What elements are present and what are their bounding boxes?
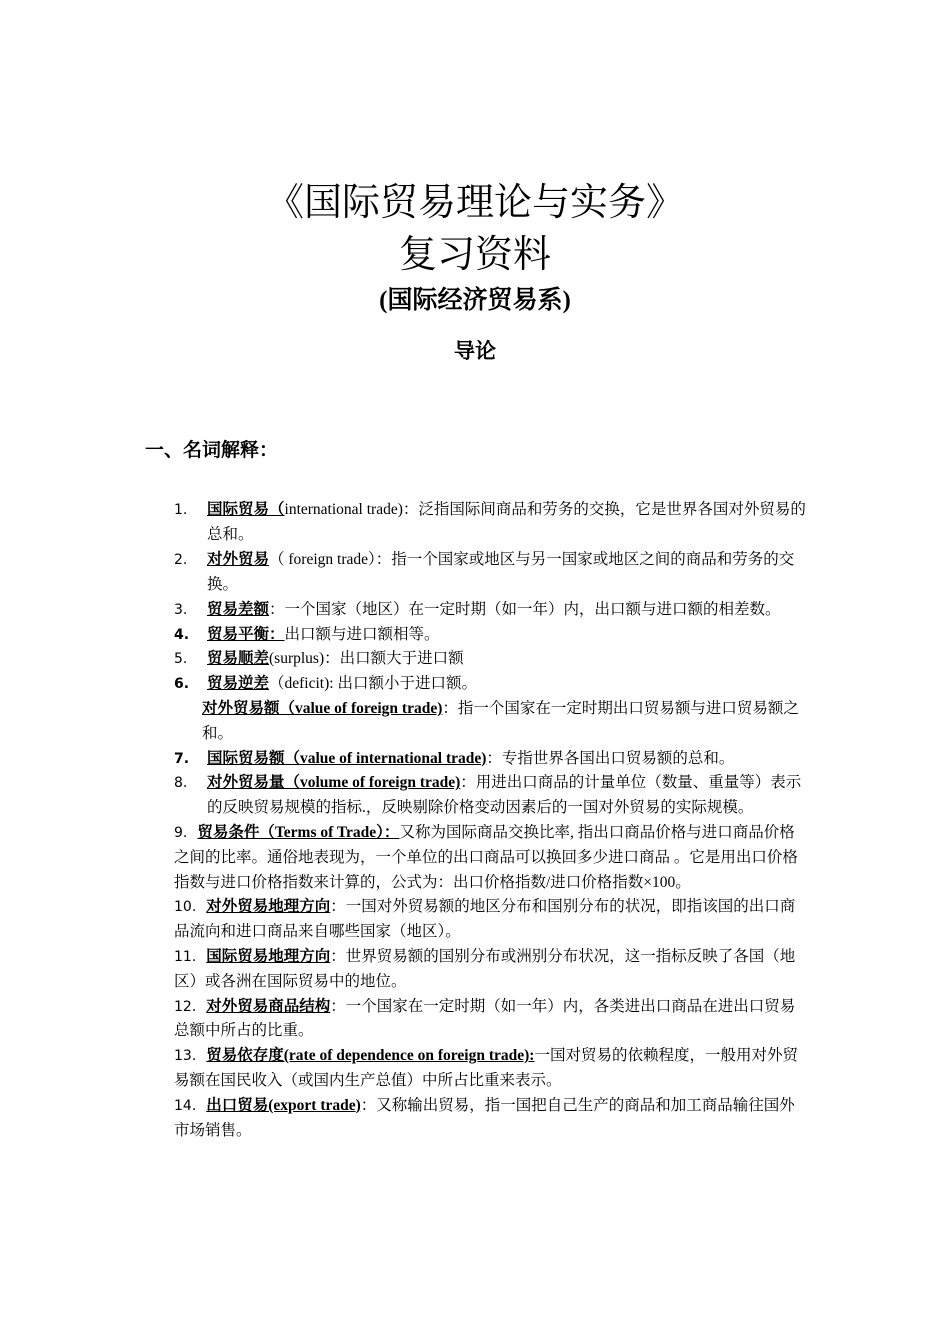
item-number: 6. <box>174 676 190 693</box>
list-item <box>174 1094 810 1144</box>
item-definition: ：一个国家在一定时期（如一年）内，各类进出口商品在进出口贸易总额中所占的比重。 <box>174 997 796 1040</box>
item-definition: ：又称输出贸易，指一国把自己生产的商品和加工商品输往国外市场销售。 <box>174 1096 795 1139</box>
item-term: 贸易依存度(rate of dependence on foreign trade): <box>206 1047 535 1065</box>
item-number: 3. <box>174 601 188 618</box>
item-definition: 又称为国际商品交换比率, 指出口商品价格与进口商品价格之间的比率。通俗地表现为，一个单位的出口商品可以换回多少进口商品 。它是用出口价格指数与进口价格指数来计算的，公式为：出口价格指数/进口价格指数×100。 <box>174 823 798 891</box>
section-heading: 一、名词解释： <box>145 439 279 461</box>
list-item <box>174 548 810 598</box>
list-item <box>174 747 810 772</box>
item-number: 5. <box>174 651 188 668</box>
item-definition: ：专指世界各国出口贸易额的总和。 <box>486 749 735 767</box>
list-item <box>174 771 810 821</box>
item-term: 对外贸易商品结构 <box>206 997 331 1015</box>
document-subtitle: (国际经济贸易系) <box>379 287 571 314</box>
list-item <box>174 623 810 648</box>
chapter-title: 导论 <box>454 339 496 363</box>
list-item <box>174 647 810 672</box>
item-definition: ：指一个国家在一定时期出口贸易额与进口贸易额之和。 <box>202 699 799 742</box>
item-term: 国际贸易地理方向 <box>206 947 331 965</box>
list-item <box>174 1044 810 1094</box>
item-definition: ：一个国家（地区）在一定时期（如一年）内，出口额与进口额的相差数。 <box>269 600 781 618</box>
item-definition: 一国对贸易的依赖程度，一般用对外贸易额在国民收入（或国内生产总值）中所占比重来表示。 <box>174 1047 798 1089</box>
item-term: 贸易差额 <box>207 600 270 618</box>
item-number: 10. <box>174 899 197 916</box>
item-number: 11. <box>174 948 197 965</box>
item-term: 贸易条件（Terms of Trade）： <box>197 823 400 841</box>
list-item <box>174 995 810 1045</box>
list-item <box>174 697 810 747</box>
item-definition: ：用进出口商品的计量单位（数量、重量等）表示的反映贸易规模的指标.，反映剔除价格变动因素后的一国对外贸易的实际规模。 <box>207 774 802 817</box>
item-term: 贸易顺差 <box>207 650 270 668</box>
item-number: 12. <box>174 998 197 1015</box>
item-number: 13. <box>174 1048 197 1065</box>
item-number: 14. <box>174 1097 197 1114</box>
item-definition: （deficit): 出口额小于进口额。 <box>269 675 477 693</box>
list-item <box>174 498 810 548</box>
item-term: 对外贸易地理方向 <box>206 898 331 916</box>
item-term: 国际贸易（ <box>207 501 285 518</box>
item-definition: ：世界贸易额的国别分布或洲别分布状况，这一指标反映了各国（地区）或各洲在国际贸易中的地位。 <box>174 947 796 990</box>
item-term: 出口贸易(export trade) <box>206 1096 361 1114</box>
item-number: 1. <box>174 502 188 518</box>
item-term: 国际贸易额（value of international trade) <box>207 749 487 767</box>
item-definition: （ foreign trade）：指一个国家或地区与另一国家或地区之间的商品和劳务的交换。 <box>207 551 795 593</box>
item-term: 对外贸易量（volume of foreign trade) <box>207 774 461 792</box>
item-number: 8. <box>174 775 188 792</box>
item-term: 贸易平衡： <box>207 625 285 643</box>
item-number: 4. <box>174 626 190 643</box>
item-definition: international trade)：泛指国际间商品和劳务的交换，它是世界各国对外贸易的总和。 <box>207 501 806 543</box>
item-number: 2. <box>174 552 188 569</box>
item-definition: ：一国对外贸易额的地区分布和国别分布的状况，即指该国的出口商品流向和进口商品来自哪些国家（地区）。 <box>174 898 796 941</box>
definition-list <box>174 498 810 1143</box>
list-item <box>174 945 810 995</box>
document-title-line2: 复习资料 <box>398 232 551 276</box>
item-definition: 出口额与进口额相等。 <box>284 625 440 643</box>
list-item <box>174 821 810 895</box>
item-term: 贸易逆差 <box>207 675 270 693</box>
list-item <box>174 895 810 945</box>
item-term: 对外贸易 <box>207 551 270 569</box>
item-term: 对外贸易额（value of foreign trade) <box>202 699 443 717</box>
document-title: 《国际贸易理论与实务》 <box>265 180 684 224</box>
list-item <box>174 672 810 697</box>
list-item <box>174 598 810 623</box>
item-number: 9. <box>174 824 188 841</box>
item-number: 7. <box>174 750 190 767</box>
item-definition: (surplus)：出口额大于进口额 <box>269 650 464 668</box>
